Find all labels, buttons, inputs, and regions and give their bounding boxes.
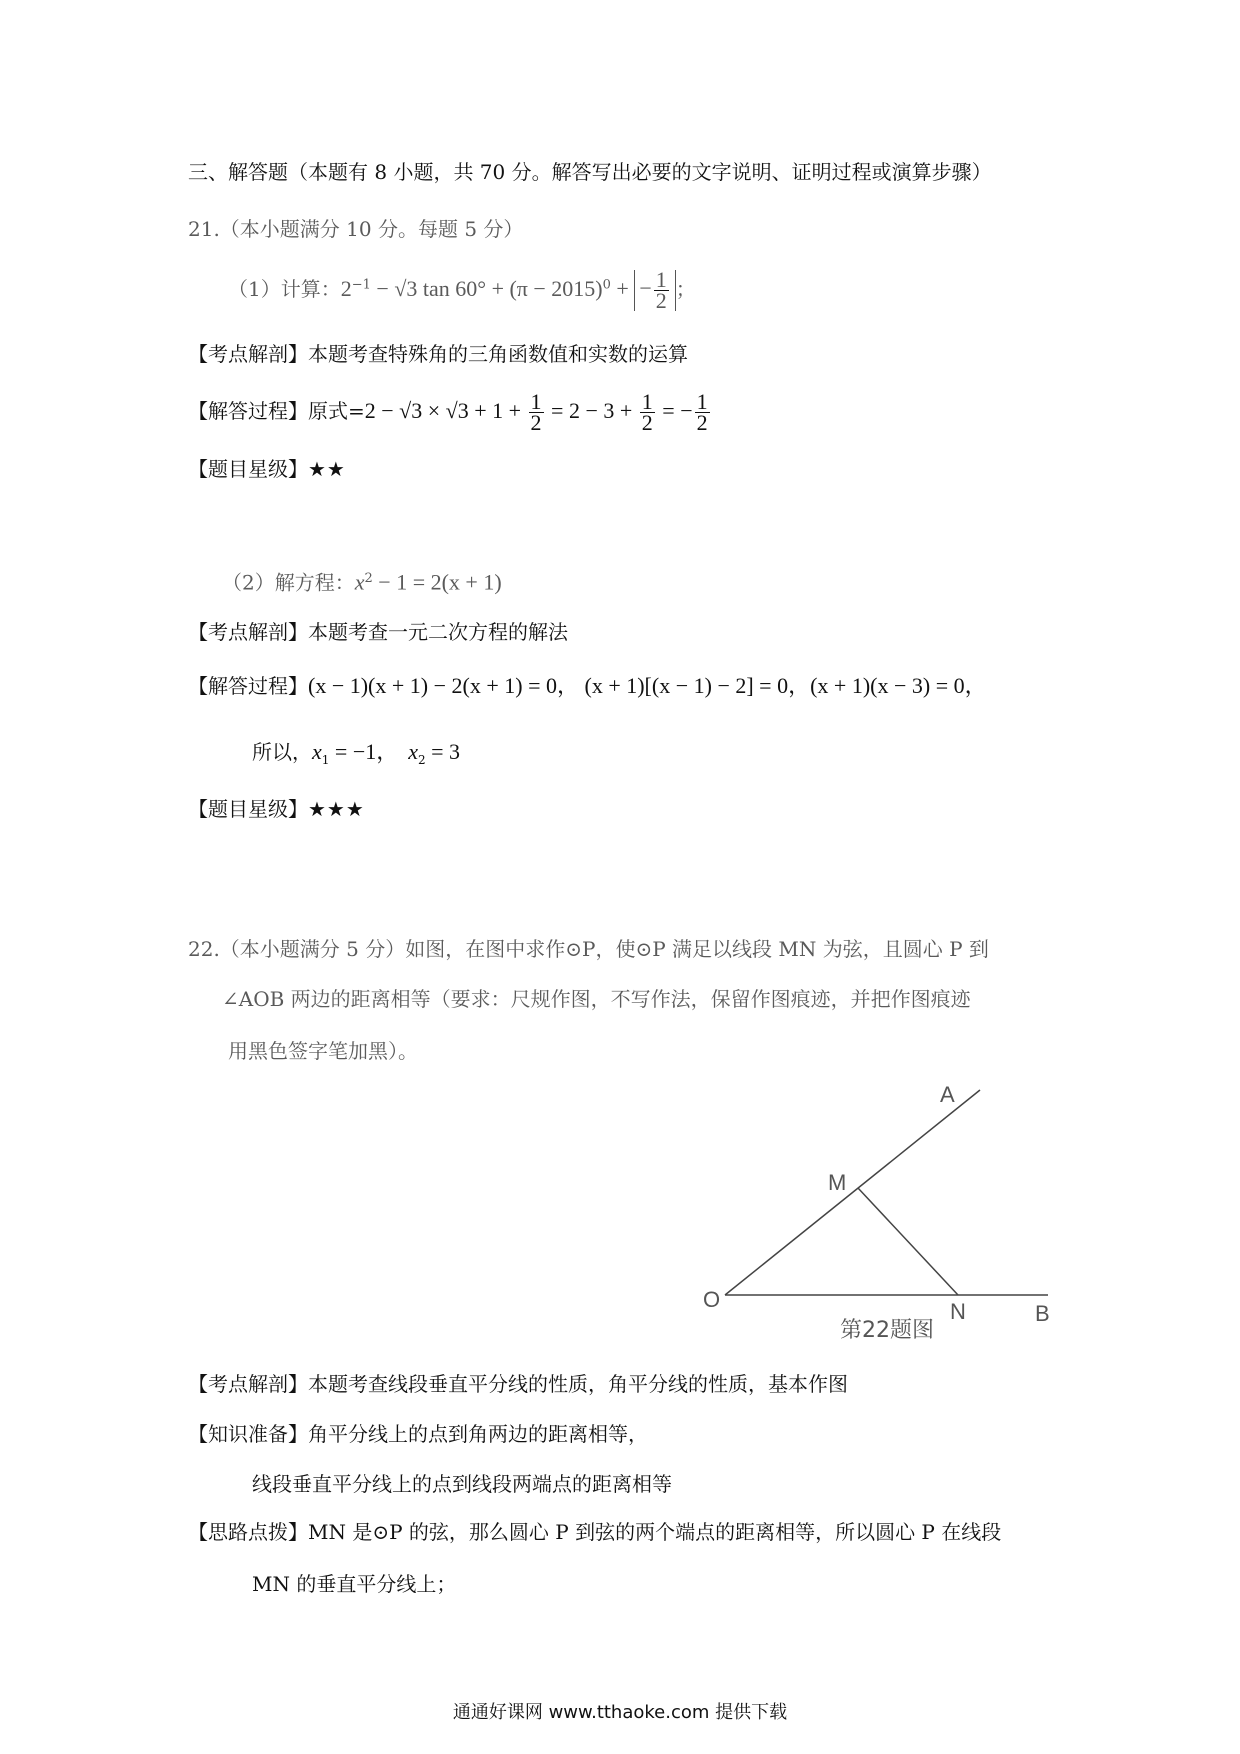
angle-aob-diagram: [700, 1075, 1080, 1350]
q21-part1-analysis: [188, 340, 688, 368]
q21-part2-conclusion: [252, 738, 460, 774]
q22-hint: [188, 1518, 1001, 1546]
x2-sub: 2: [418, 753, 426, 767]
conclusion-prefix: 所以，: [252, 740, 312, 764]
hint-line-1: MN 是⊙P 的弦，那么圆心 P 到弦的两个端点的距离相等，所以圆心 P 在线段: [308, 1520, 1002, 1544]
x1-val: = −1，: [329, 739, 399, 764]
ray-oa: [725, 1090, 980, 1295]
solution-expr1: 2 − √3 × √3 + 1 +: [364, 398, 527, 423]
q21-part1-expr-b: − √3 tan 60° + (π − 2015): [370, 276, 603, 301]
q21-part1-prompt: [228, 267, 696, 313]
solution-tag: 【解答过程】: [188, 674, 308, 698]
star-rating-icon: ★★★: [308, 797, 365, 821]
q21-part1-expr-a-exp: −1: [351, 277, 371, 293]
q21-heading: 21.（本小题满分 10 分。每题 5 分）: [188, 217, 524, 241]
q22-knowledge-line-2: 线段垂直平分线上的点到线段两端点的距离相等: [252, 1472, 672, 1496]
solution-frac-3-num: 1: [696, 389, 708, 414]
q22-line-3: 用黑色签字笔加黑）。: [228, 1039, 418, 1063]
solution-frac-2-den: 2: [641, 410, 653, 435]
solution-text: (x − 1)(x + 1) − 2(x + 1) = 0， (x + 1)[(x − 1) − 2] = 0，(x + 1)(x − 3) = 0，: [308, 673, 987, 698]
q21-part1-solution: [188, 389, 712, 435]
q21-part1-abs: [634, 267, 675, 313]
label-m: M: [828, 1170, 847, 1195]
star-rating-icon: ★★: [308, 457, 346, 481]
q21-part2-prompt: [222, 565, 502, 597]
x1-sub: 1: [321, 753, 330, 767]
solution-expr3: = −: [656, 398, 693, 423]
q21-part1-abs-sign: −: [639, 275, 652, 301]
label-n: N: [950, 1299, 966, 1324]
q21-part1-abs-den: 2: [655, 288, 667, 313]
analysis-tag: 【考点解剖】: [188, 620, 308, 644]
solution-frac-3: [695, 389, 710, 435]
q22-line-2: ∠AOB 两边的距离相等（要求：尺规作图，不写作法，保留作图痕迹，并把作图痕迹: [222, 987, 971, 1011]
knowledge-tag: 【知识准备】: [188, 1422, 308, 1446]
solution-frac-1: [529, 389, 544, 435]
q21-part2-eq-a: x: [354, 569, 365, 595]
segment-mn: [858, 1188, 958, 1295]
q21-part2-solution: [188, 672, 987, 700]
q21-part2-label: （2）解方程：: [222, 570, 355, 595]
analysis-text: 本题考查线段垂直平分线的性质，角平分线的性质，基本作图: [308, 1372, 848, 1396]
q21-part2-analysis: [188, 618, 568, 646]
analysis-text: 本题考查一元二次方程的解法: [308, 620, 568, 644]
solution-frac-1-den: 2: [530, 410, 542, 435]
x1-var: x: [312, 739, 322, 764]
solution-expr2: = 2 − 3 +: [545, 398, 638, 423]
rating-tag: 【题目星级】: [188, 457, 308, 481]
label-a: A: [940, 1082, 955, 1107]
hint-tag: 【思路点拨】: [188, 1520, 308, 1544]
solution-frac-2: [640, 389, 655, 435]
label-b: B: [1035, 1301, 1050, 1326]
solution-prefix: 原式=: [308, 399, 365, 423]
q21-part1-label: （1）计算：: [228, 277, 341, 301]
q21-part1-rating: [188, 455, 346, 483]
x2-val: = 3: [425, 739, 461, 764]
x2-var: x: [408, 739, 418, 764]
rating-tag: 【题目星级】: [188, 797, 308, 821]
analysis-text: 本题考查特殊角的三角函数值和实数的运算: [308, 342, 688, 366]
analysis-tag: 【考点解剖】: [188, 1372, 308, 1396]
q21-part1-expr-b-exp: 0: [602, 277, 611, 293]
q22-analysis: [188, 1370, 848, 1398]
q21-part1-abs-frac: [654, 267, 669, 313]
q21-part1-expr-c: +: [610, 276, 635, 301]
knowledge-line-1: 角平分线上的点到角两边的距离相等，: [308, 1422, 648, 1446]
q21-part1-abs-num: 1: [655, 267, 667, 292]
q21-part2-eq-b: − 1 = 2(x + 1): [372, 569, 502, 595]
solution-frac-3-den: 2: [696, 410, 708, 435]
q22-knowledge: [188, 1420, 648, 1448]
q21-part1-expr-a: 2: [340, 276, 352, 301]
section-header: 三、解答题（本题有 8 小题，共 70 分。解答写出必要的文字说明、证明过程或演算步骤）: [188, 160, 992, 184]
q21-part2-rating: [188, 795, 365, 823]
q21-part2-eq-exp: 2: [364, 571, 373, 586]
solution-frac-1-num: 1: [530, 389, 542, 414]
label-o: O: [703, 1287, 721, 1312]
figure-caption: 第22题图: [840, 1318, 934, 1343]
solution-frac-2-num: 1: [641, 389, 653, 414]
analysis-tag: 【考点解剖】: [188, 342, 308, 366]
q22-hint-line-2: MN 的垂直平分线上；: [252, 1572, 457, 1596]
solution-tag: 【解答过程】: [188, 399, 308, 423]
page-footer: 通通好课网 www.tthaoke.com 提供下载: [452, 1702, 788, 1723]
q22-line-1: 22.（本小题满分 5 分）如图，在图中求作⊙P，使⊙P 满足以线段 MN 为弦，且圆心 P 到: [188, 937, 989, 961]
q21-part1-tail: ；: [675, 277, 696, 301]
